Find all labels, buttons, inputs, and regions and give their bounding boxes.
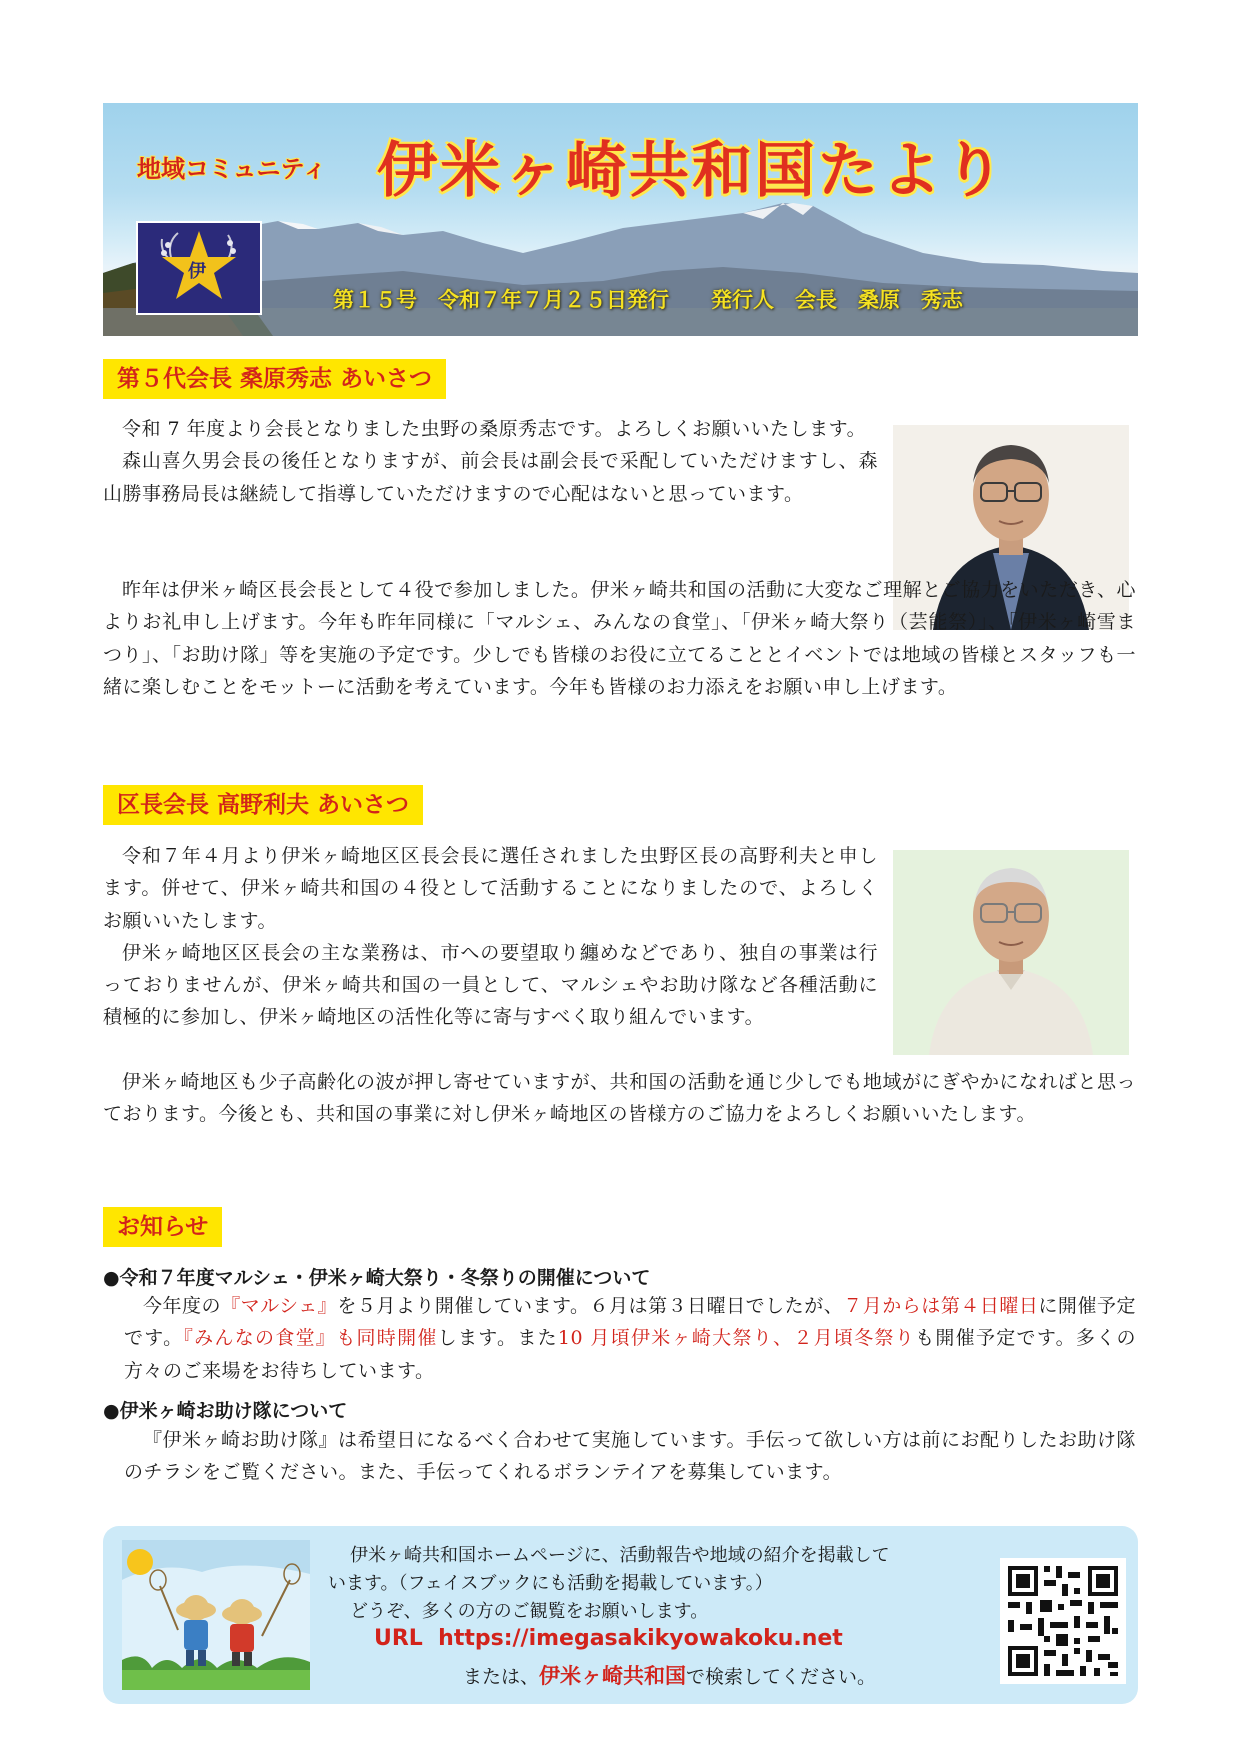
kids-illustration: [122, 1540, 310, 1690]
notice1-festival-highlight: 10 月頃伊米ヶ崎大祭り、２月頃冬祭り: [557, 1327, 916, 1350]
qr-code-icon: [1000, 1558, 1126, 1684]
section1-heading: 第５代会長 桑原秀志 あいさつ: [103, 359, 446, 399]
section1-text-bottom: [103, 574, 1136, 703]
community-emblem: [136, 221, 262, 315]
notice1-text-1: 今年度の: [143, 1295, 222, 1317]
newsletter-title: 伊米ヶ崎共和国たより: [377, 136, 1007, 206]
notice1-body: [124, 1290, 1136, 1387]
notice1-marche-highlight: 『マルシェ』: [221, 1295, 338, 1317]
section2-heading: 区長会長 高野利夫 あいさつ: [103, 785, 423, 825]
section2-text-top: [103, 840, 878, 1034]
section1-paragraph-3: 昨年は伊米ヶ崎区長会長として４役で参加しました。伊米ヶ崎共和国の活動に大変なご理解とご協力をいただき、心よりお礼申し上げます。今年も昨年同様に「マルシェ、みんなの食堂」、「伊米ヶ崎大祭り（芸能祭）」、「伊米ヶ崎雪まつり」、「お助け隊」等を実施の予定です。少しでも皆様のお役に立てることとイベントでは地域の皆様とスタッフも一緒に楽しむことをモットーに活動を考えています。今年も皆様のお力添えをお願い申し上げます。: [103, 579, 1136, 698]
notice2-title: ●伊米ヶ崎お助け隊について: [103, 1400, 348, 1422]
notice1-text-5: も開催予定です。多くの方々のご来場をお待ちしています。: [124, 1327, 1136, 1382]
section1-text-top: [103, 413, 878, 510]
footer-line-1: 伊米ヶ崎共和国ホームページに、活動報告や地域の紹介を掲載して: [350, 1545, 890, 1566]
notices-heading: お知らせ: [103, 1207, 222, 1247]
notice1-text-2: を５月より開催しています。６月は第３日曜日でしたが、: [337, 1295, 844, 1317]
homepage-url-link[interactable]: https://imegasakikyowakoku.net: [438, 1626, 843, 1651]
section2-paragraph-1: 令和７年４月より伊米ヶ崎地区区長会長に選任されました虫野区長の高野利夫と申します。併せて、伊米ヶ崎共和国の４役として活動することになりましたので、よろしくお願いいたします。: [103, 845, 878, 932]
district-head-portrait-image: [893, 850, 1129, 1055]
notice1-dining-highlight: 『みんなの食堂』も同時開催: [183, 1327, 438, 1350]
section2-paragraph-2: 伊米ヶ崎地区区長会の主な業務は、市への要望取り纏めなどであり、独自の事業は行っておりませんが、伊米ヶ崎共和国の一員として、マルシェやお助け隊など各種活動に積極的に参加し、伊米ヶ崎地区の活性化等に寄与すべく取り組んでいます。: [103, 941, 878, 1029]
section2-text-bottom: [103, 1066, 1136, 1131]
url-label: URL: [374, 1626, 423, 1651]
footer-line-3: どうぞ、多くの方のご観覧をお願いします。: [350, 1601, 709, 1622]
notice1-text-4: します。また: [437, 1327, 558, 1350]
issue-line: 第１５号 令和７年７月２５日発行 発行人 会長 桑原 秀志: [333, 288, 963, 312]
search-hint-post: で検索してください。: [686, 1666, 877, 1688]
section1-paragraph-1: 令和 7 年度より会長となりました虫野の桑原秀志です。よろしくお願いいたします。: [122, 418, 867, 440]
search-term: 伊米ヶ崎共和国: [539, 1664, 687, 1688]
emblem-text: 伊: [188, 261, 206, 282]
notice2-text: 『伊米ヶ崎お助け隊』は希望日になるべく合わせて実施しています。手伝って欲しい方は前にお配りしたお助け隊のチラシをご覧ください。また、手伝ってくれるボランテイアを募集しています。: [124, 1429, 1136, 1484]
notice1-title: ●令和７年度マルシェ・伊米ヶ崎大祭り・冬祭りの開催について: [103, 1267, 651, 1289]
search-hint: [463, 1660, 876, 1690]
homepage-url-row: [374, 1626, 843, 1651]
header-banner: [103, 103, 1138, 336]
notice2-body: [124, 1424, 1136, 1489]
footer-line-2: います。（フェイスブックにも活動を掲載しています。）: [328, 1573, 773, 1594]
section1-paragraph-2: 森山喜久男会長の後任となりますが、前会長は副会長で采配していただけますし、森山勝事務局長は継続して指導していただけますので心配はないと思っています。: [103, 450, 878, 505]
search-hint-pre: または、: [463, 1666, 540, 1688]
homepage-qr-code[interactable]: [1000, 1558, 1126, 1684]
notice1-text-3: に開催予定です。: [124, 1295, 1136, 1350]
section2-paragraph-3: 伊米ヶ崎地区も少子高齢化の波が押し寄せていますが、共和国の活動を通じ少しでも地域がにぎやかになればと思っております。今後とも、共和国の事業に対し伊米ヶ崎地区の皆様方のご協力をよろしくお願いいたします。: [103, 1071, 1137, 1126]
kids-with-nets-illustration-image: [122, 1540, 310, 1690]
notice1-july-highlight: ７月からは第４日曜日: [843, 1295, 1039, 1317]
district-head-photo: [893, 850, 1129, 1055]
banner-kicker: 地域コミュニティ: [137, 155, 327, 183]
